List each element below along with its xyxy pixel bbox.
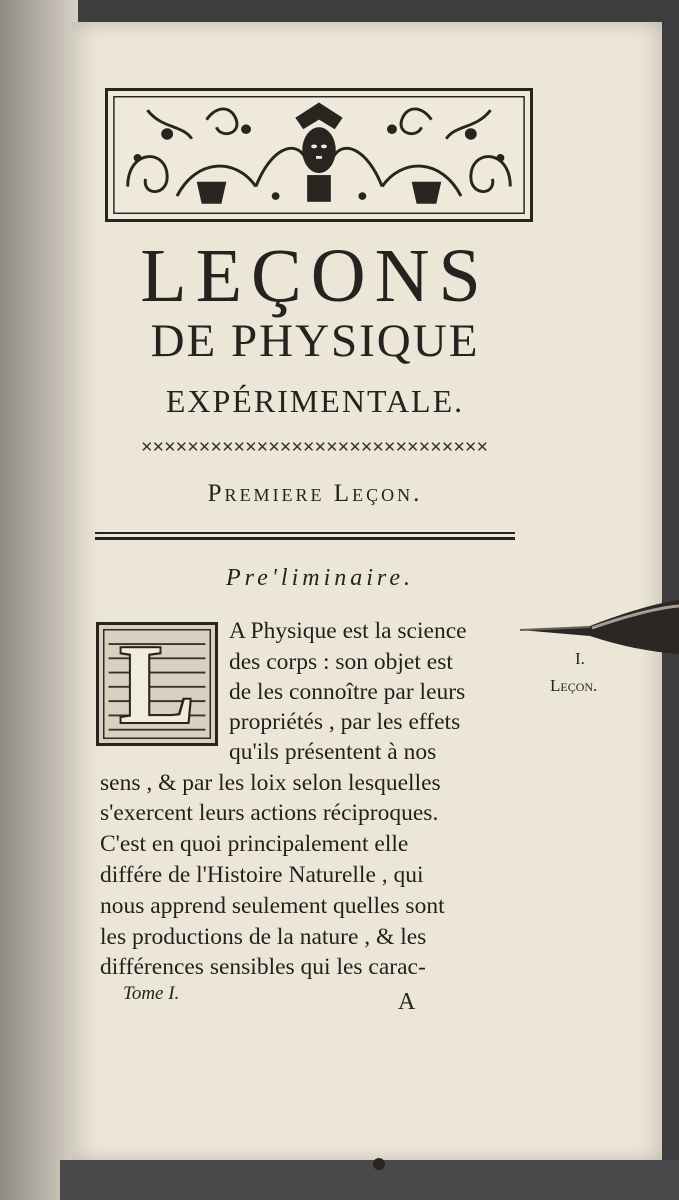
body-line-6: sens , & par les loix selon lesquelles (100, 770, 441, 796)
margin-note-label: Leçon. (550, 676, 598, 695)
title-line-3: EXPÉRIMENTALE. (165, 383, 465, 419)
title-line-2: DE PHYSIQUE (150, 315, 480, 367)
drop-cap (96, 622, 218, 746)
margin-note-number: I. (575, 649, 585, 668)
body-line-11: les productions de la nature , & les (100, 924, 427, 950)
body-line-7: s'exercent leurs actions réciproques. (100, 800, 439, 826)
catchword: A (398, 989, 416, 1015)
double-rule (95, 532, 515, 540)
title-line-1: LEÇONS (140, 234, 490, 318)
book-left-edge (0, 0, 78, 1200)
body-line-12: différences sensibles qui les carac- (100, 954, 426, 980)
paper-hole (373, 1158, 385, 1170)
bottom-background (60, 1160, 679, 1200)
page-holder-clip (520, 596, 679, 660)
cross-divider: ✕✕✕✕✕✕✕✕✕✕✕✕✕✕✕✕✕✕✕✕✕✕✕✕✕✕✕✕✕✕ (140, 440, 488, 455)
body-line-9: différe de l'Histoire Naturelle , qui (100, 862, 424, 888)
drop-cap-letter: L (119, 623, 195, 747)
body-line-3: de les connoître par leurs (229, 679, 466, 705)
body-line-5: qu'ils présentent à nos (229, 739, 437, 765)
body-line-2: des corps : son objet est (229, 649, 453, 675)
section-heading: Pre'liminaire. (226, 565, 414, 591)
signature-mark: Tome I. (123, 983, 180, 1004)
body-line-1: A Physique est la science (229, 618, 467, 644)
headpiece-engraving (108, 91, 530, 219)
body-line-10: nous apprend seulement quelles sont (100, 893, 445, 919)
body-line-8: C'est en quoi principalement elle (100, 831, 409, 857)
body-line-4: propriétés , par les effets (229, 709, 461, 735)
lesson-heading: Premiere Leçon. (207, 480, 423, 507)
ornamental-headpiece (105, 88, 533, 222)
